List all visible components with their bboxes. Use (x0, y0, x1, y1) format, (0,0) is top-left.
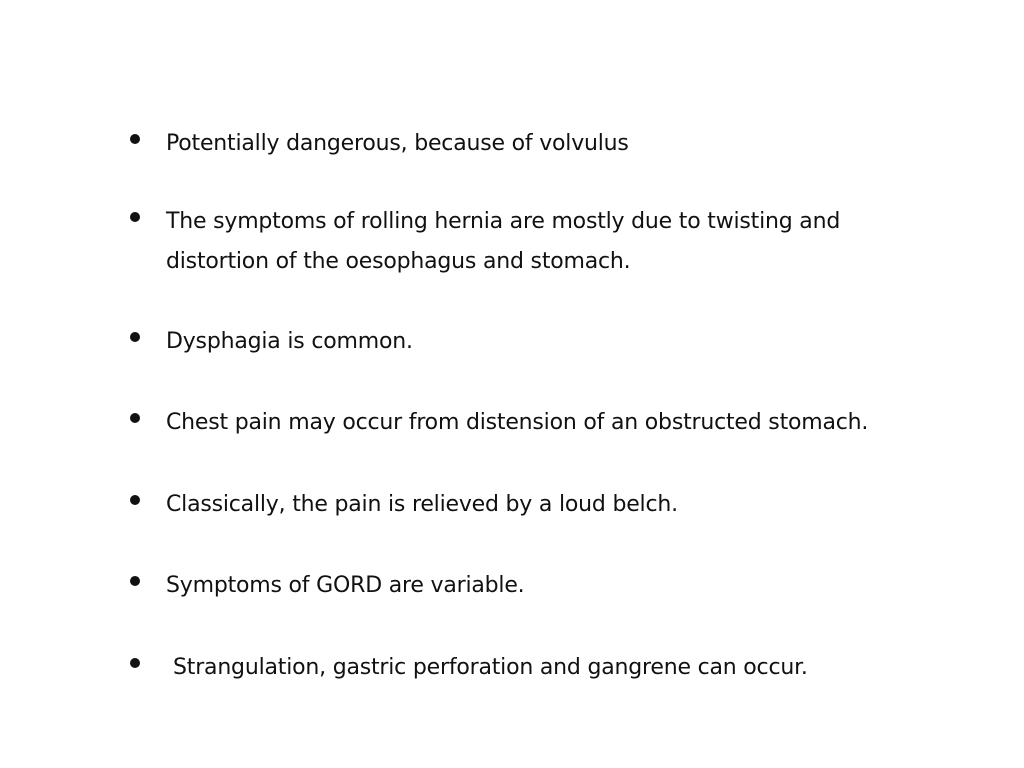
bullet-text: The symptoms of rolling hernia are mostly due to twisting and distortion of the oesophagus and stomach. (166, 209, 841, 274)
bullet-text: Strangulation, gastric perforation and gangrene can occur. (173, 655, 808, 680)
bullet-text: Dysphagia is common. (166, 329, 413, 354)
bullet-dot-icon (130, 212, 140, 222)
bullet-dot-icon (130, 332, 140, 342)
bullet-text: Classically, the pain is relieved by a loud belch. (166, 492, 678, 517)
bullet-text: Potentially dangerous, because of volvulus (166, 131, 629, 156)
bullet-dot-icon (130, 495, 140, 505)
bullet-dot-icon (130, 576, 140, 586)
bullet-dot-icon (130, 134, 140, 144)
bullet-dot-icon (130, 658, 140, 668)
bullet-text: Chest pain may occur from distension of an obstructed stomach. (166, 410, 869, 435)
bullet-text: Symptoms of GORD are variable. (166, 573, 525, 598)
bullet-dot-icon (130, 413, 140, 423)
